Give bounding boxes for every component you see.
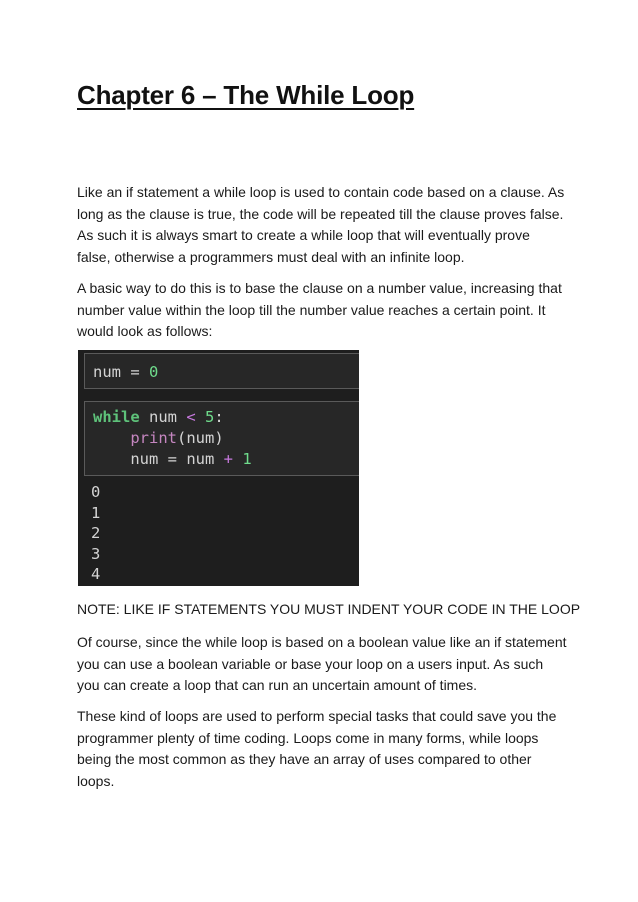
code-token-print-args: (num) bbox=[177, 429, 224, 447]
output-line: 1 bbox=[91, 503, 101, 522]
code-token-update: num = num bbox=[130, 450, 224, 468]
code-line-assignment bbox=[93, 363, 158, 381]
chapter-title: Chapter 6 – The While Loop bbox=[77, 80, 415, 110]
output-line: 3 bbox=[91, 544, 101, 563]
code-token-lt: < bbox=[186, 408, 196, 426]
output-line: 4 bbox=[91, 565, 101, 583]
code-cell-while-loop bbox=[84, 401, 359, 476]
code-token-value: 0 bbox=[149, 363, 159, 381]
code-token-colon: : bbox=[214, 408, 224, 426]
code-line-print bbox=[93, 429, 224, 447]
code-token-var: num bbox=[93, 363, 121, 381]
uses-paragraph: These kind of loops are used to perform special tasks that could save you the programmer plenty of time coding. Loops come in many forms, while loops being the most common as they have an array of uses compared to other loops. bbox=[77, 708, 557, 790]
code-screenshot bbox=[78, 350, 359, 586]
boolean-paragraph: Of course, since the while loop is based on a boolean value like an if statement you can use a boolean variable or base your loop on a users input. As such you can create a loop that can run an uncertain amount of times. bbox=[77, 634, 567, 694]
code-token-print: print bbox=[130, 429, 177, 447]
code-token-assign: = bbox=[121, 363, 149, 381]
code-token-while: while bbox=[93, 408, 140, 426]
code-indent bbox=[93, 429, 130, 447]
code-cell-assignment bbox=[84, 353, 359, 389]
code-output bbox=[91, 482, 100, 585]
indent-note: NOTE: LIKE IF STATEMENTS YOU MUST INDENT YOUR CODE IN THE LOOP bbox=[77, 601, 581, 617]
code-token-limit: 5 bbox=[195, 408, 215, 426]
code-token-plus: + bbox=[223, 450, 233, 468]
output-line: 0 bbox=[91, 483, 101, 501]
intro-paragraph: Like an if statement a while loop is used to contain code based on a clause. As long as the clause is true, the code will be repeated till the clause proves false. As such it is always smart to create a while loop that will eventually prove false, otherwise a programmers must deal with an infinite loop. bbox=[77, 184, 565, 266]
code-token-cond-var: num bbox=[139, 408, 187, 426]
code-indent bbox=[93, 450, 130, 468]
code-line-while bbox=[93, 408, 224, 426]
output-line: 2 bbox=[91, 524, 101, 542]
code-token-increment: 1 bbox=[233, 450, 252, 468]
basic-way-paragraph: A basic way to do this is to base the clause on a number value, increasing that number value within the loop till the number value reaches a certain point. It would look as follows: bbox=[77, 280, 562, 340]
code-line-increment bbox=[93, 450, 252, 468]
